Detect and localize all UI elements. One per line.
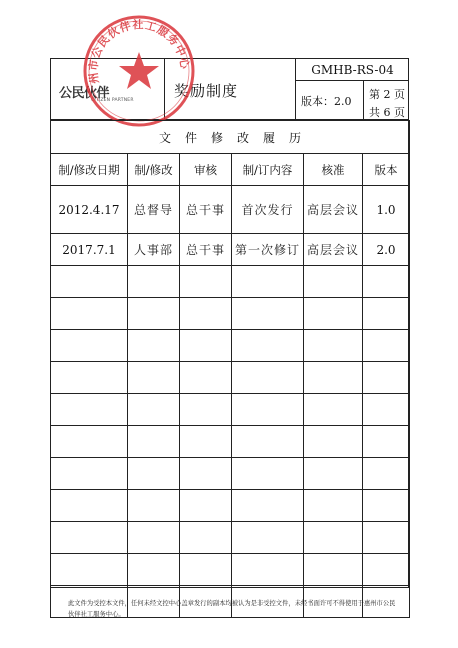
seal-text: 州市公民伙伴社工服务中心 — [86, 18, 192, 85]
empty-table-row — [51, 426, 410, 458]
empty-table-row — [51, 330, 410, 362]
revision-approver: 高层会议 — [304, 186, 363, 234]
empty-table-row — [51, 362, 410, 394]
column-header: 制/修改 — [128, 154, 180, 186]
column-header: 制/订内容 — [232, 154, 304, 186]
empty-table-row — [51, 298, 410, 330]
table-header-row — [51, 154, 410, 186]
column-header: 版本 — [363, 154, 410, 186]
empty-table-row — [51, 458, 410, 490]
revision-table-caption: 文件修改履历 — [51, 121, 410, 154]
document-version: 版本：2.0 — [301, 95, 352, 108]
header-divider — [363, 80, 364, 119]
revision-history-table — [50, 120, 410, 618]
empty-table-row — [51, 394, 410, 426]
column-header: 制/修改日期 — [51, 154, 128, 186]
page-total: 共 6 页 — [369, 106, 405, 119]
document-code: GMHB-RS-04 — [311, 63, 394, 77]
header-divider — [295, 80, 408, 81]
empty-table-row — [51, 554, 410, 586]
revision-content: 第一次修订 — [232, 234, 304, 266]
controlled-document-notice: 此文件为受控本文件，任何未经文控中心盖章发行的副本均被认为是非受控文件，未经书面许可不得使用于惠州市公民伙伴社工服务中心。 — [68, 600, 396, 618]
revision-date: 2017.7.1 — [51, 234, 128, 266]
revision-version: 2.0 — [363, 234, 410, 266]
empty-table-row — [51, 266, 410, 298]
revision-version: 1.0 — [363, 186, 410, 234]
column-header: 核准 — [304, 154, 363, 186]
revision-author: 人事部 — [128, 234, 180, 266]
empty-table-row — [51, 522, 410, 554]
table-row — [51, 186, 410, 234]
header-divider — [295, 59, 296, 119]
document-title: 奖励制度 — [174, 82, 239, 100]
revision-approver: 高层会议 — [304, 234, 363, 266]
page-number — [365, 86, 409, 122]
revision-author: 总督导 — [128, 186, 180, 234]
revision-date: 2012.4.17 — [51, 186, 128, 234]
column-header: 审核 — [180, 154, 232, 186]
company-logo: 公民伙伴 — [59, 86, 110, 101]
empty-table-row — [51, 490, 410, 522]
revision-reviewer: 总干事 — [180, 234, 232, 266]
revision-reviewer: 总干事 — [180, 186, 232, 234]
page-current: 第 2 页 — [369, 88, 405, 101]
company-logo-subtitle: CITIZEN PARTNER — [91, 98, 134, 103]
document-header — [50, 58, 409, 120]
header-divider — [164, 59, 165, 119]
table-row — [51, 234, 410, 266]
revision-content: 首次发行 — [232, 186, 304, 234]
